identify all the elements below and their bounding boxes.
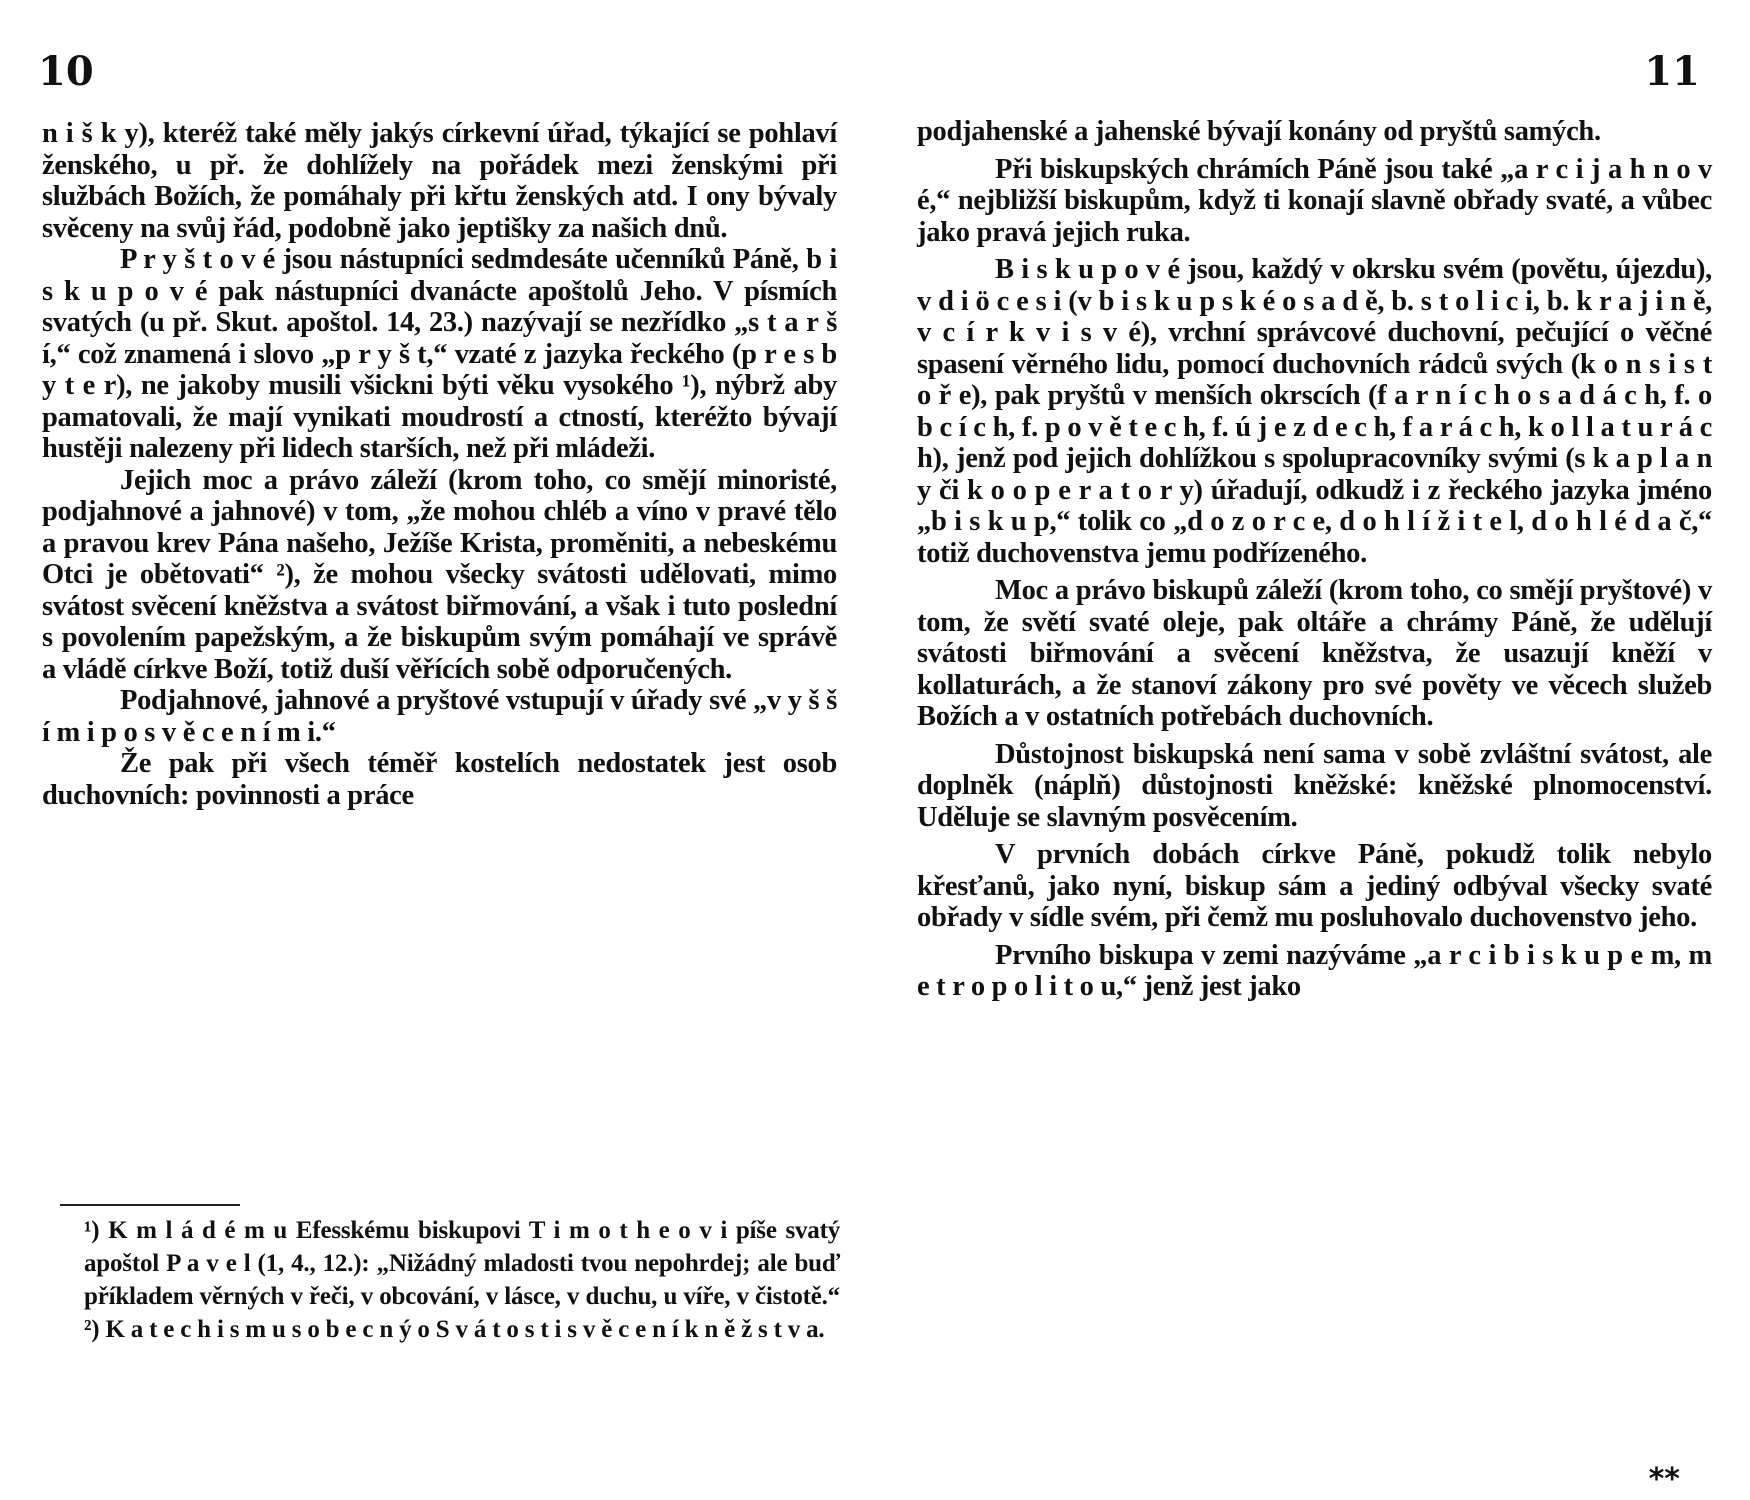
page-number: 10 [38,48,94,95]
paragraph: Důstojnost biskupská není sama v sobě zvláštní svátost, ale doplněk (náplň) důstojnosti kněžské: kněžské plnomocenství. Uděluje se slavným posvěcením. [917,738,1712,833]
paragraph: V prvních dobách církve Páně, pokudž tolik nebylo křesťanů, jako nyní, biskup sám a jediný odbýval všecky svaté obřady v sídle svém, při čemž mu posluhovalo duchovenstvo jeho. [917,839,1712,933]
page-number: 11 [1644,48,1700,95]
paragraph: Moc a právo biskupů záleží (krom toho, co smějí pryštové) v tom, že světí svaté oleje, pak oltáře a chrámy Páně, že udělují svátosti biřmování a svěcení kněžstva, že usazují kněží v kollaturách, a že stanoví zákony pro své pověty ve věcech služeb Božích a v ostatních potřebách duchovních. [917,575,1712,732]
footnote-divider [60,1204,240,1206]
paragraph: Že pak při všech téměř kostelích nedostatek jest osob duchovních: povinnosti a práce [42,748,837,811]
signature-mark: ** [1648,1462,1680,1497]
body-text [42,118,837,811]
right-page [875,0,1750,1500]
paragraph: n i š k y), kteréž také měly jakýs církevní úřad, týkající se pohlaví ženského, u př. že dohlížely na pořádek mezi ženskými při službách Božích, že pomáhaly při křtu ženských atd. I ony bývaly svěceny na svůj řád, podobně jako jeptišky za našich dnů. [42,118,837,244]
paragraph: Při biskupských chrámích Páně jsou také „a r c i j a h n o v é,“ nejbližší biskupům, když ti konají slavně obřady svaté, a vůbec jako pravá jejich ruka. [917,153,1712,248]
footnote: ¹) K m l á d é m u Efesskému biskupovi T i m o t h e o v i píše svatý apoštol P a v e l (1, 4., 12.): „Nižádný mladosti tvou nepohrdej; ale buď příkladem věrných v řeči, v obcování, v lásce, v duchu, u víře, v čistotě.“ ²) K a t e c h i s m u s o b e c n ý o S v á t o s t i s v ě c e n í k n ě ž s t v a. [84,1217,840,1343]
paragraph: P r y š t o v é jsou nástupníci sedmdesáte učenníků Páně, b i s k u p o v é pak nástupníci dvanácte apoštolů Jeho. V písmích svatých (u př. Skut. apoštol. 14, 23.) nazývají se nezřídko „s t a r š í,“ což znamená i slovo „p r y š t,“ vzaté z jazyka řeckého (p r e s b y t e r), ne jakoby musili všickni býti věku vysokého ¹), nýbrž aby pamatovali, že mají vynikati moudrostí a ctností, kteréžto bývají hustěji nalezeny při lidech starších, než při mládeži. [42,244,837,464]
paragraph: podjahenské a jahenské bývají konány od pryštů samých. [917,116,1601,147]
paragraph: B i s k u p o v é jsou, každý v okrsku svém (povětu, újezdu), v d i ö c e s i (v b i s k u p s k é o s a d ě, b. s t o l i c i, b. k r a j i n ě, v c í r k v i s v é), vrchní správcové duchovní, pečující o věčné spasení věrného lidu, pomocí duchovních rádců svých (k o n s i s t o ř e), pak pryštů v menších okrscích (f a r n í c h o s a d á c h, f. o b c í c h, f. p o v ě t e c h, f. ú j e z d e c h, f a r á c h, k o l l a t u r á c h), jenž pod jejich dohlížkou s spolupracovníky svými (s k a p l a n y či k o o p e r a t o r y) úřadují, odkudž i z řeckého jazyka jméno „b i s k u p,“ tolik co „d o z o r c e, d o h l í ž i t e l, d o h l é d a č,“ totiž duchovenstva jemu podřízeného. [917,254,1712,569]
paragraph: Jejich moc a právo záleží (krom toho, co smějí minoristé, podjahnové a jahnové) v tom, „že mohou chléb a víno v pravé tělo a pravou krev Pána našeho, Ježíše Krista, proměniti, a nebeskému Otci je obětovati“ ²), že mohou všecky svátosti udělovati, mimo svátost svěcení kněžstva a svátost biřmování, a však i tuto poslední s povolením papežským, a že biskupům svým pomáhají ve správě a vládě církve Boží, totiž duší věřících sobě odporučených. [42,464,837,685]
footnotes [84,1214,840,1346]
paragraph: Podjahnové, jahnové a pryštové vstupují v úřady své „v y š š í m i p o s v ě c e n í m i.“ [42,685,837,748]
paragraph: Prvního biskupa v zemi nazýváme „a r c i b i s k u p e m, m e t r o p o l i t o u,“ jenž jest jako [917,939,1712,1002]
body-text [917,116,1712,1003]
